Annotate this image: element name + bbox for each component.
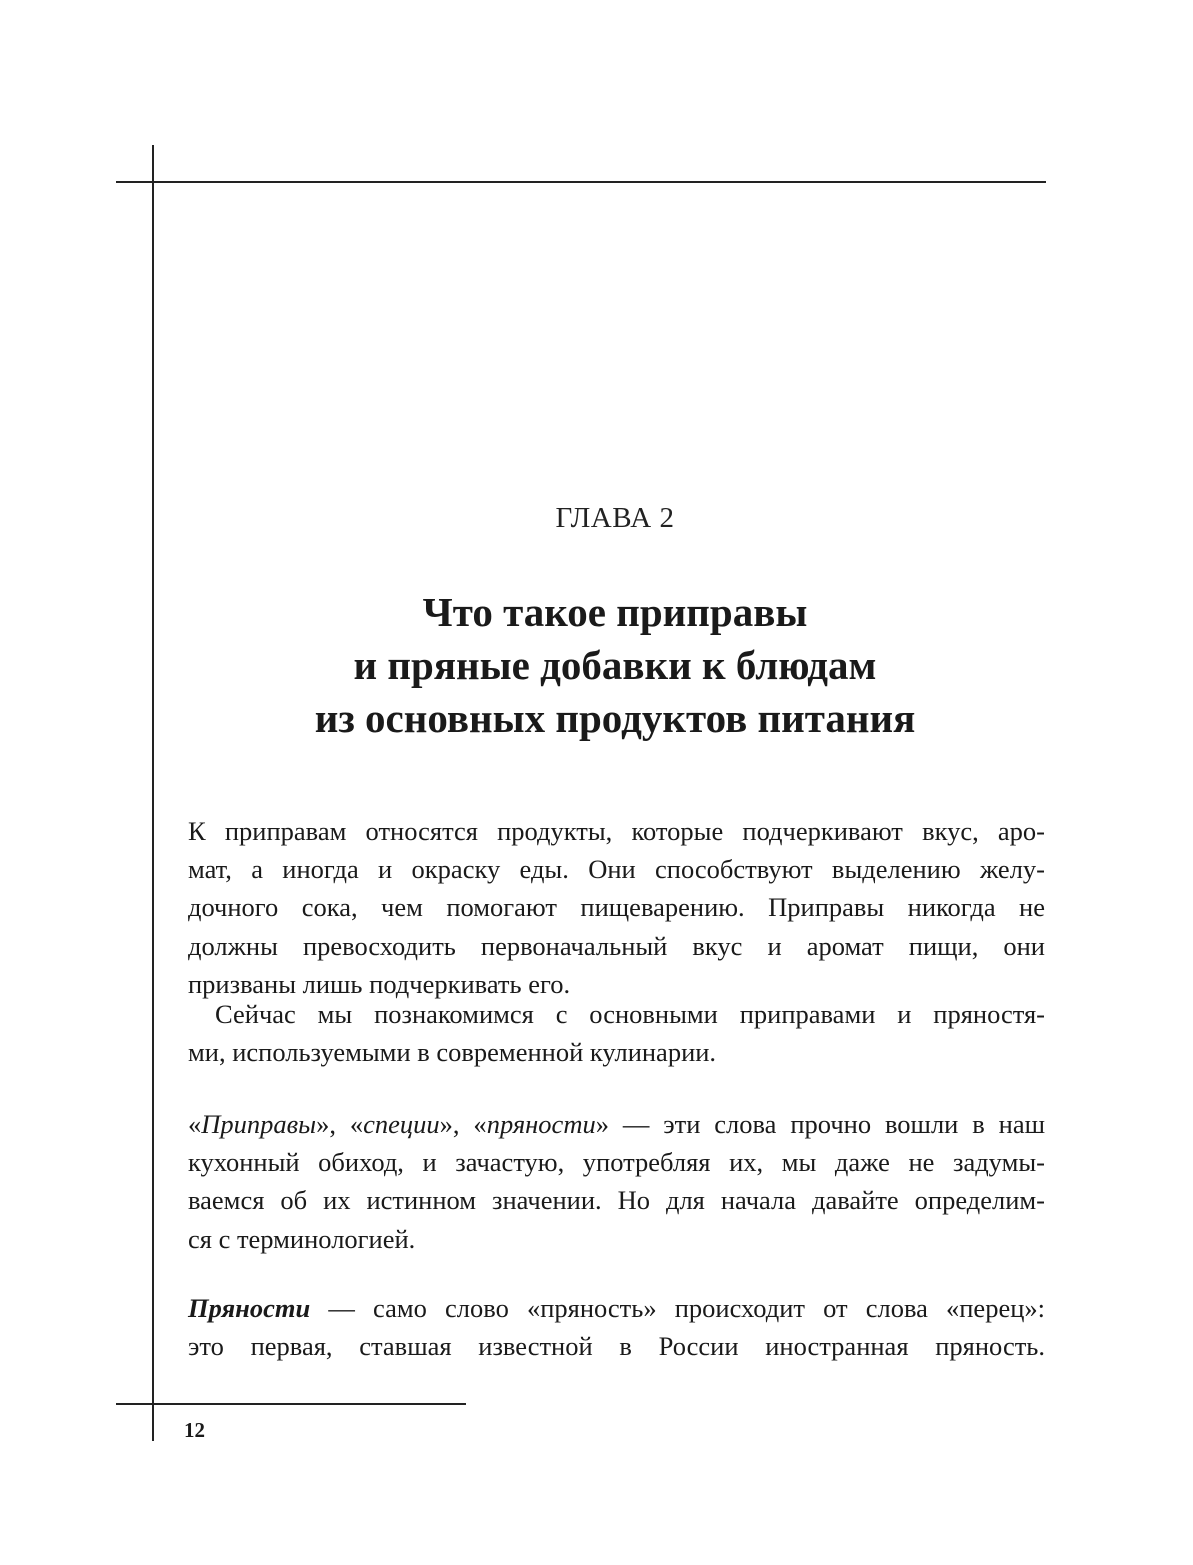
paragraph-intro bbox=[188, 812, 1045, 1003]
term-specii: специи bbox=[363, 1109, 440, 1139]
paragraph-overview bbox=[188, 995, 1045, 1071]
paragraph-definition bbox=[188, 1289, 1045, 1365]
text-line: кухонный обиход, и зачастую, употребляя их, мы даже не задумы- bbox=[188, 1147, 1045, 1178]
text-line: К приправам относятся продукты, которые подчеркивают вкус, аро- bbox=[188, 816, 1045, 846]
text-line: это первая, ставшая известной в России иностранная пряность. bbox=[188, 1331, 1045, 1362]
footer-horizontal-rule bbox=[116, 1403, 466, 1405]
chapter-label: ГЛАВА 2 bbox=[555, 502, 675, 534]
chapter-title bbox=[152, 586, 1078, 745]
text-line: ми, используемыми в современной кулинарии. bbox=[188, 1037, 717, 1068]
text-line: призваны лишь подчеркивать его. bbox=[188, 968, 571, 999]
chapter-title-line: и пряные добавки к блюдам bbox=[353, 642, 877, 688]
text-line: должны превосходить первоначальный вкус и аромат пищи, они bbox=[188, 930, 1045, 961]
header-horizontal-rule bbox=[116, 181, 1046, 183]
chapter-title-line: из основных продуктов питания bbox=[314, 695, 916, 741]
paragraph-terminology bbox=[188, 1105, 1045, 1258]
margin-vertical-rule bbox=[152, 145, 154, 1441]
text-line: ваемся об их истинном значении. Но для начала давайте определим- bbox=[188, 1185, 1045, 1216]
text-line: Пряности — само слово «пряность» происходит от слова «перец»: bbox=[188, 1293, 1045, 1323]
text-line: Сейчас мы познакомимся с основными приправами и пряностя- bbox=[215, 999, 1045, 1029]
text-line: «Приправы», «специи», «пряности» — эти слова прочно вошли в наш bbox=[188, 1109, 1046, 1139]
text-line: дочного сока, чем помогают пищеварению. Приправы никогда не bbox=[188, 892, 1045, 923]
page-number: 12 bbox=[184, 1418, 205, 1442]
text-line: мат, а иногда и окраску еды. Они способствуют выделению желу- bbox=[188, 854, 1045, 885]
term-pryanosti: пряности bbox=[486, 1109, 596, 1139]
text-line: ся с терминологией. bbox=[188, 1223, 416, 1254]
chapter-title-line: Что такое приправы bbox=[422, 589, 808, 635]
term-pripravy: Приправы bbox=[201, 1109, 317, 1139]
term-heading: Пряности bbox=[188, 1293, 311, 1323]
